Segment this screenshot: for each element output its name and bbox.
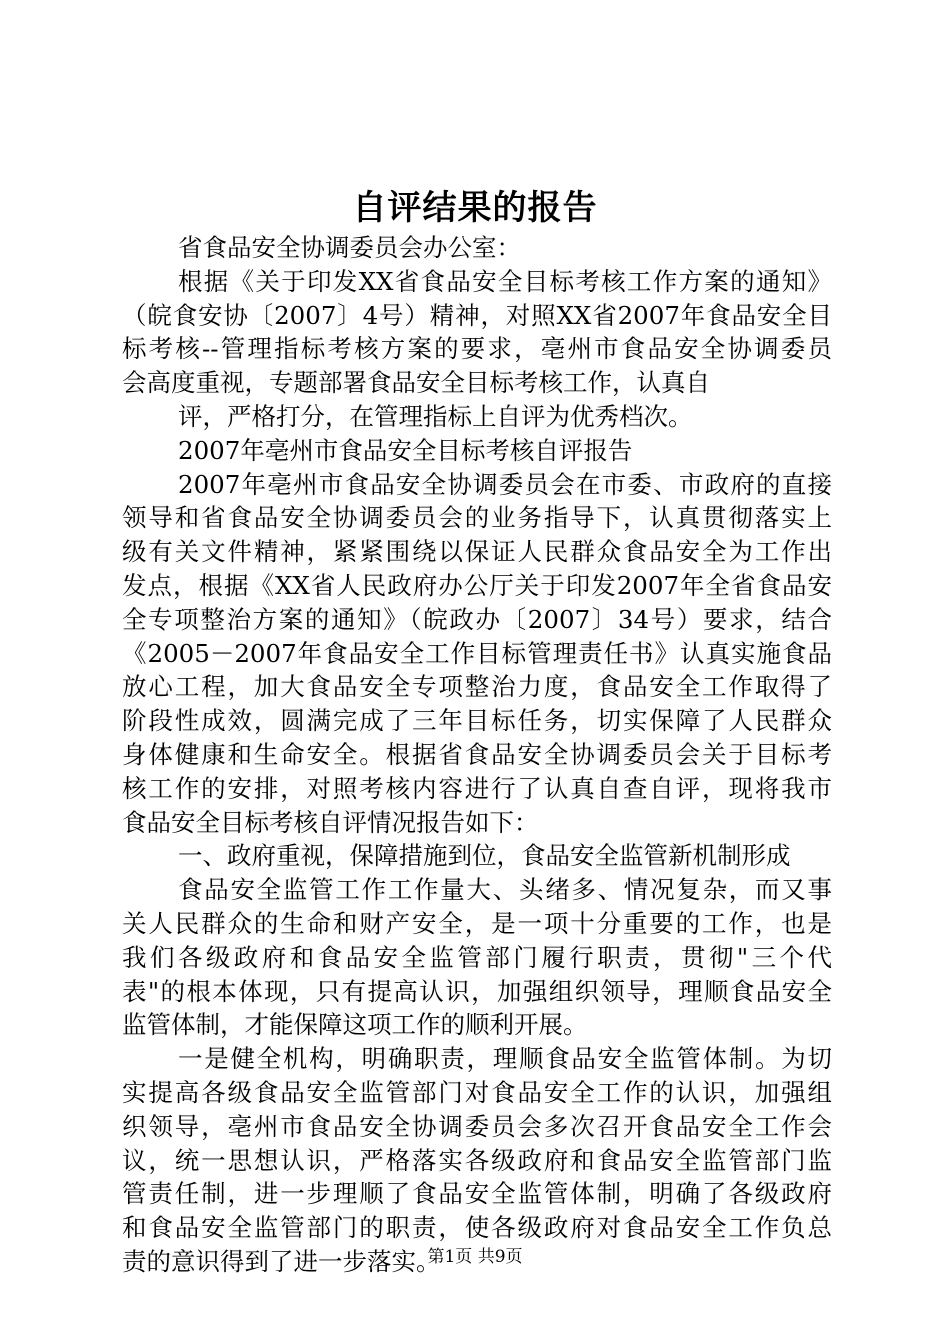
text-line: 根据《关于印发XX省食品安全目标考核工作方案的通知》 (178, 266, 832, 296)
text-line: 责的意识得到了进一步落实。 (122, 1246, 441, 1276)
text-line: 级有关文件精神，紧紧围绕以保证人民群众食品安全为工作出 (122, 537, 832, 567)
text-line: 表"的根本体现，只有提高认识，加强组织领导，理顺食品安全 (122, 976, 832, 1006)
text-line: 织领导，亳州市食品安全协调委员会多次召开食品安全工作会 (122, 1111, 832, 1141)
text-line: 放心工程，加大食品安全专项整治力度，食品安全工作取得了 (122, 672, 832, 702)
text-line: 全专项整治方案的通知》（皖政办〔2007〕34号）要求，结合 (122, 604, 832, 634)
text-line: 领导和省食品安全协调委员会的业务指导下，认真贯彻落实上 (122, 503, 832, 533)
document-body (122, 231, 832, 1279)
text-line: 阶段性成效，圆满完成了三年目标任务，切实保障了人民群众 (122, 706, 832, 736)
text-line: 发点，根据《XX省人民政府办公厅关于印发2007年全省食品安 (122, 570, 832, 600)
text-line: 标考核--管理指标考核方案的要求，亳州市食品安全协调委员 (122, 334, 832, 364)
text-line: 《2005－2007年食品安全工作目标管理责任书》认真实施食品 (122, 638, 832, 668)
text-line: 关人民群众的生命和财产安全，是一项十分重要的工作，也是 (122, 908, 832, 938)
document-title: 自评结果的报告 (352, 188, 598, 228)
page-footer: 第1页 共9页 (427, 1247, 523, 1267)
text-line: 会高度重视，专题部署食品安全目标考核工作，认真自 (122, 368, 710, 398)
text-line: 食品安全监管工作工作量大、头绪多、情况复杂，而又事 (178, 875, 832, 905)
text-line: 核工作的安排，对照考核内容进行了认真自查自评，现将我市 (122, 773, 832, 803)
text-line: （皖食安协〔2007〕4号）精神，对照XX省2007年食品安全目 (122, 300, 832, 330)
text-line: 省食品安全协调委员会办公室： (178, 233, 521, 262)
text-line: 监管体制，才能保障这项工作的顺利开展。 (122, 1010, 588, 1040)
text-line: 一、政府重视，保障措施到位，食品安全监管新机制形成 (178, 841, 791, 871)
text-line: 议，统一思想认识，严格落实各级政府和食品安全监管部门监 (122, 1145, 832, 1175)
text-line: 身体健康和生命安全。根据省食品安全协调委员会关于目标考 (122, 739, 832, 769)
text-line: 2007年亳州市食品安全协调委员会在市委、市政府的直接 (178, 469, 832, 499)
text-line: 评，严格打分，在管理指标上自评为优秀档次。 (178, 401, 693, 431)
text-line: 2007年亳州市食品安全目标考核自评报告 (178, 435, 633, 465)
text-line: 我们各级政府和食品安全监管部门履行职责，贯彻"三个代 (122, 942, 832, 972)
text-line: 一是健全机构，明确职责，理顺食品安全监管体制。为切 (178, 1044, 832, 1074)
text-line: 和食品安全监管部门的职责，使各级政府对食品安全工作负总 (122, 1213, 832, 1243)
text-line: 实提高各级食品安全监管部门对食品安全工作的认识，加强组 (122, 1077, 832, 1107)
text-line: 食品安全目标考核自评情况报告如下： (122, 807, 539, 837)
text-line: 管责任制，进一步理顺了食品安全监管体制，明确了各级政府 (122, 1179, 832, 1209)
